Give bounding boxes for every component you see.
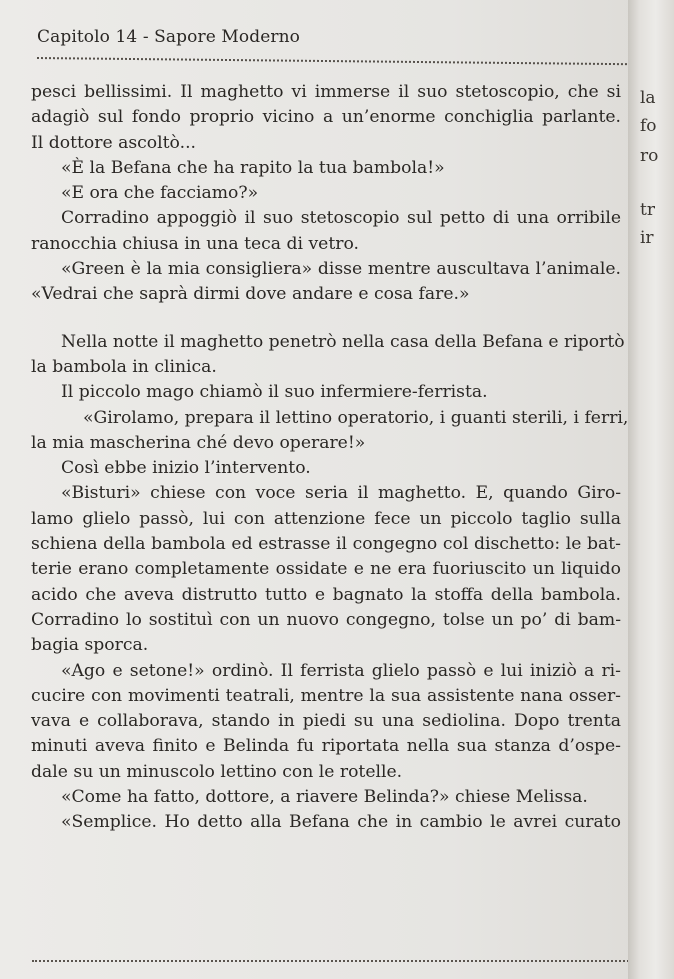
text-line: «Bisturi» chiese con voce seria il maghetto. E, quando Giro- — [61, 483, 621, 504]
text-line: la bambola in clinica. — [31, 356, 217, 377]
text-line: «Girolamo, prepara il lettino operatorio, i guanti sterili, i ferri, — [83, 407, 629, 428]
text-line: Così ebbe inizio l’intervento. — [61, 458, 311, 479]
bottom-divider — [32, 960, 632, 962]
text-line: Corradino lo sostituì con un nuovo congegno, tolse un po’ di bam- — [31, 609, 621, 630]
text-line: lamo glielo passò, lui con attenzione fece un piccolo taglio sulla — [31, 508, 621, 529]
text-line: la mia mascherina ché devo operare!» — [31, 432, 366, 453]
text-line: pesci bellissimi. Il maghetto vi immerse il suo stetoscopio, che si — [31, 82, 621, 102]
text-line: «Ago e setone!» ordinò. Il ferrista glielo passò e lui iniziò a ri- — [61, 660, 621, 681]
adjacent-page-fragment: ir — [640, 228, 654, 248]
text-line: vava e collaborava, stando in piedi su una sediolina. Dopo trenta — [31, 711, 621, 732]
text-line: Il dottore ascoltò... — [31, 132, 196, 153]
adjacent-page-fragment: tr — [640, 200, 655, 220]
text-line: minuti aveva finito e Belinda fu riportata nella sua stanza d’ospe- — [31, 736, 621, 757]
text-line: cucire con movimenti teatrali, mentre la sua assistente nana osser- — [31, 685, 621, 706]
text-line: schiena della bambola ed estrasse il congegno col dischetto: le bat- — [31, 534, 621, 555]
text-line: adagiò sul fondo proprio vicino a un’enorme conchiglia parlante. — [31, 107, 621, 128]
text-line: acido che aveva distrutto tutto e bagnato la stoffa della bambola. — [31, 584, 621, 605]
text-line: «Vedrai che saprà dirmi dove andare e cosa fare.» — [31, 284, 470, 305]
text-line: «Come ha fatto, dottore, a riavere Belinda?» chiese Melissa. — [61, 787, 588, 808]
text-line: «E ora che facciamo?» — [61, 183, 259, 204]
text-line: Corradino appoggiò il suo stetoscopio sul petto di una orribile — [61, 208, 621, 229]
paragraph-gap — [31, 308, 621, 330]
text-line: «Semplice. Ho detto alla Befana che in cambio le avrei curato — [61, 812, 621, 833]
text-line: «È la Befana che ha rapito la tua bambola!» — [61, 157, 445, 178]
header-divider — [37, 57, 627, 65]
adjacent-page-fragment: ro — [640, 146, 659, 166]
adjacent-page-fragment: la — [640, 88, 656, 108]
text-line: Nella notte il maghetto penetrò nella casa della Befana e riportò — [61, 331, 625, 352]
text-line: Il piccolo mago chiamò il suo infermiere-ferrista. — [61, 382, 488, 403]
text-line: terie erano completamente ossidate e ne era fuoriuscito un liquido — [31, 559, 621, 580]
text-line: dale su un minuscolo lettino con le rotelle. — [31, 761, 403, 782]
text-line: ranocchia chiusa in una teca di vetro. — [31, 233, 359, 254]
text-line: «Green è la mia consigliera» disse mentre auscultava l’animale. — [61, 259, 621, 280]
body-text — [31, 80, 629, 836]
chapter-header: Capitolo 14 - Sapore Moderno — [37, 27, 300, 47]
adjacent-page-fragment: fo — [640, 116, 657, 136]
text-line: bagia sporca. — [31, 635, 149, 656]
